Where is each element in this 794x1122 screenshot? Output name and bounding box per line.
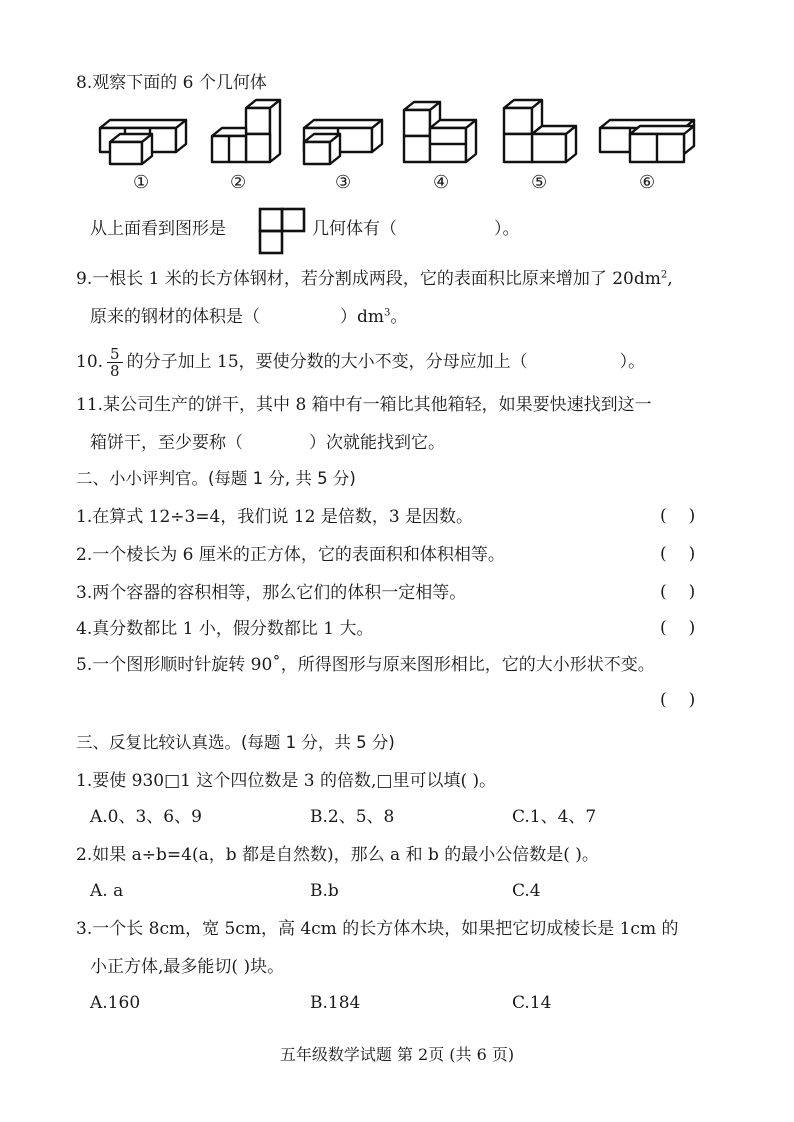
- solid-2: [212, 100, 280, 162]
- section-2-title: 二、小小评判官。(每题 1 分, 共 5 分): [76, 469, 356, 488]
- answer-paren-1[interactable]: (): [660, 506, 718, 526]
- judge-item-1: 1.在算式 12÷3=4，我们说 12 是倍数，3 是因数。: [76, 507, 474, 527]
- q9-line2: 原来的钢材的体积是（ ）$dm^3$。: [90, 307, 408, 327]
- answer-paren-3[interactable]: (): [660, 582, 718, 602]
- q11-line1: 11.某公司生产的饼干，其中 8 箱中有一箱比其他箱轻，如果要快速找到这一: [76, 395, 652, 415]
- q8-question-end: ）。: [494, 219, 520, 239]
- q10-line: 10. $\frac{5}{8}$ 的分子加上 15，要使分数的大小不变，分母应加上（ ）。: [76, 345, 646, 380]
- choice-q2-option-a[interactable]: A. a: [90, 881, 124, 901]
- choice-q2-option-c[interactable]: C.4: [512, 881, 541, 901]
- solid-1: [100, 120, 186, 164]
- solid-3: [304, 120, 382, 164]
- choice-q1-option-a[interactable]: A.0、3、6、9: [90, 807, 202, 827]
- fraction: $\frac{5}{8}$: [107, 346, 123, 379]
- solid-label-2: ②: [230, 172, 247, 193]
- solid-label-5: ⑤: [531, 172, 548, 193]
- choice-q3-line2: 小正方体,最多能切( )块。: [90, 957, 285, 977]
- q11-line2: 箱饼干，至少要称（ ）次就能找到它。: [90, 433, 445, 453]
- choice-q2-option-b[interactable]: B.b: [310, 881, 339, 901]
- q8-question-start: 从上面看到图形是: [90, 219, 226, 239]
- choice-q3-option-c[interactable]: C.14: [512, 993, 552, 1013]
- solid-4: [404, 102, 476, 162]
- page-footer: 五年级数学试题 第 2页 (共 6 页): [279, 1045, 515, 1064]
- q8-question-mid: 几何体有（: [312, 219, 397, 239]
- choice-q3-option-a[interactable]: A.160: [90, 993, 141, 1013]
- judge-item-4: 4.真分数都比 1 小，假分数都比 1 大。: [76, 619, 374, 639]
- solid-label-1: ①: [133, 172, 150, 193]
- choice-q2: 2.如果 a÷b=4(a，b 都是自然数)，那么 a 和 b 的最小公倍数是( )。: [76, 845, 599, 865]
- top-view-shape: [258, 207, 306, 257]
- solid-6: [600, 120, 694, 162]
- judge-item-3: 3.两个容器的容积相等，那么它们的体积一定相等。: [76, 583, 467, 603]
- answer-paren-2[interactable]: (): [660, 544, 718, 564]
- choice-q3-option-b[interactable]: B.184: [310, 993, 361, 1013]
- solid-label-6: ⑥: [639, 172, 656, 193]
- q8-title: 8.观察下面的 6 个几何体: [76, 73, 267, 93]
- choice-q1-option-c[interactable]: C.1、4、7: [512, 807, 597, 827]
- solid-label-4: ④: [433, 172, 450, 193]
- judge-item-5: 5.一个图形顺时针旋转 90˚，所得图形与原来图形相比，它的大小形状不变。: [76, 655, 655, 675]
- judge-item-2: 2.一个棱长为 6 厘米的正方体，它的表面积和体积相等。: [76, 545, 505, 565]
- answer-paren-5[interactable]: (): [660, 690, 718, 710]
- solid-5: [504, 100, 576, 162]
- choice-q1-option-b[interactable]: B.2、5、8: [310, 807, 395, 827]
- choice-q1: 1.要使 930□1 这个四位数是 3 的倍数,□里可以填( )。: [76, 771, 497, 791]
- solid-label-3: ③: [335, 172, 352, 193]
- answer-paren-4[interactable]: (): [660, 618, 718, 638]
- section-3-title: 三、反复比较认真选。(每题 1 分，共 5 分): [76, 733, 395, 752]
- choice-q3-line1: 3.一个长 8cm，宽 5cm，高 4cm 的长方体木块，如果把它切成棱长是 1cm 的: [76, 919, 679, 939]
- q8-solids-figure: [0, 98, 794, 208]
- q9-line1: 9.一根长 1 米的长方体钢材，若分割成两段，它的表面积比原来增加了 $20dm^2$,: [76, 269, 673, 289]
